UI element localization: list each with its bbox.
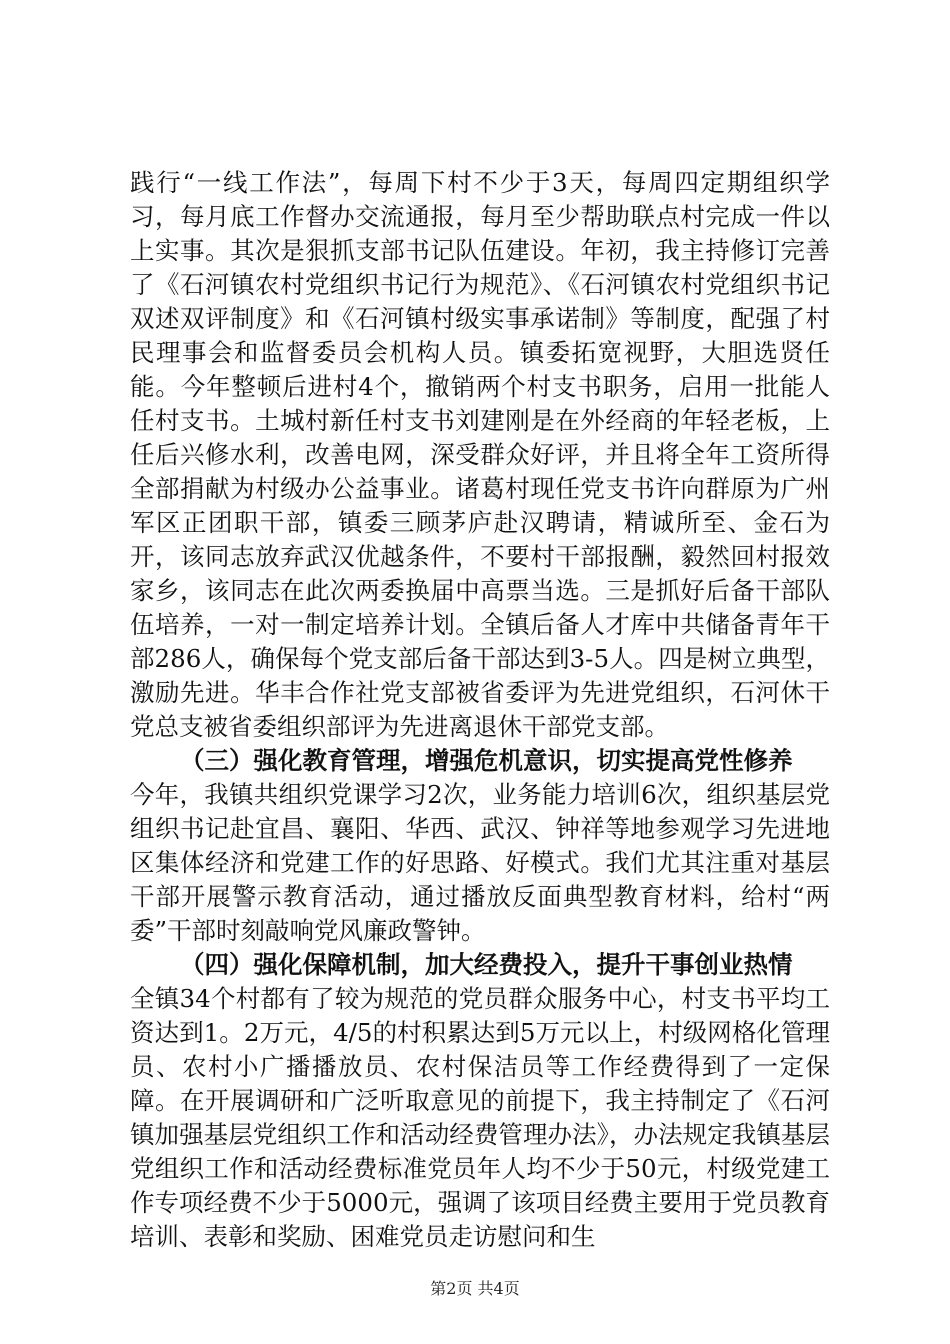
section-heading: （四）强化保障机制，加大经费投入，提升干事创业热情 [180,950,793,979]
body-paragraph: 今年，我镇共组织党课学习2次，业务能力培训6次，组织基层党组织书记赴宜昌、襄阳、华西、武汉、钟祥等地参观学习先进地区集体经济和党建工作的好思路、好模式。我们尤其注重对基层干部开展警示教育活动，通过播放反面典型教育材料，给村“两委”干部时刻敲响党风廉政警钟。 [130,780,830,945]
page-number-footer: 第2页 共4页 [430,1279,520,1298]
body-paragraph: 践行“一线工作法”，每周下村不少于3天，每周四定期组织学习，每月底工作督办交流通报，每月至少帮助联点村完成一件以上实事。其次是狠抓支部书记队伍建设。年初，我主持修订完善了《石河镇农村党组织书记行为规范》、《石河镇农村党组织书记双述双评制度》和《石河镇村级实事承诺制》等制度，配强了村民理事会和监督委员会机构人员。镇委拓宽视野，大胆选贤任能。今年整顿后进村4个，撤销两个村支书职务，启用一批能人任村支书。土城村新任村支书刘建刚是在外经商的年轻老板，上任后兴修水利，改善电网，深受群众好评，并且将全年工资所得全部捐献为村级办公益事业。诸葛村现任党支书许向群原为广州军区正团职干部，镇委三顾茅庐赴汉聘请，精诚所至、金石为开，该同志放弃武汉优越条件，不要村干部报酬，毅然回村报效家乡，该同志在此次两委换届中高票当选。三是抓好后备干部队伍培养，一对一制定培养计划。全镇后备人才库中共储备青年干部286人，确保每个党支部后备干部达到3-5人。四是树立典型，激励先进。华丰合作社党支部被省委评为先进党组织，石河休干党总支被省委组织部评为先进离退休干部党支部。 [130,168,830,741]
section-heading: （三）强化教育管理，增强危机意识，切实提高党性修养 [180,746,793,775]
body-paragraph: 全镇34个村都有了较为规范的党员群众服务中心，村支书平均工资达到1。2万元，4/5的村积累达到5万元以上，村级网格化管理员、农村小广播播放员、农村保洁员等工作经费得到了一定保障。在开展调研和广泛听取意见的前提下，我主持制定了《石河镇加强基层党组织工作和活动经费管理办法》，办法规定我镇基层党组织工作和活动经费标准党员年人均不少于50元，村级党建工作专项经费不少于5000元，强调了该项目经费主要用于党员教育培训、表彰和奖励、困难党员走访慰问和生 [130,984,830,1251]
document-body [130,166,830,1254]
